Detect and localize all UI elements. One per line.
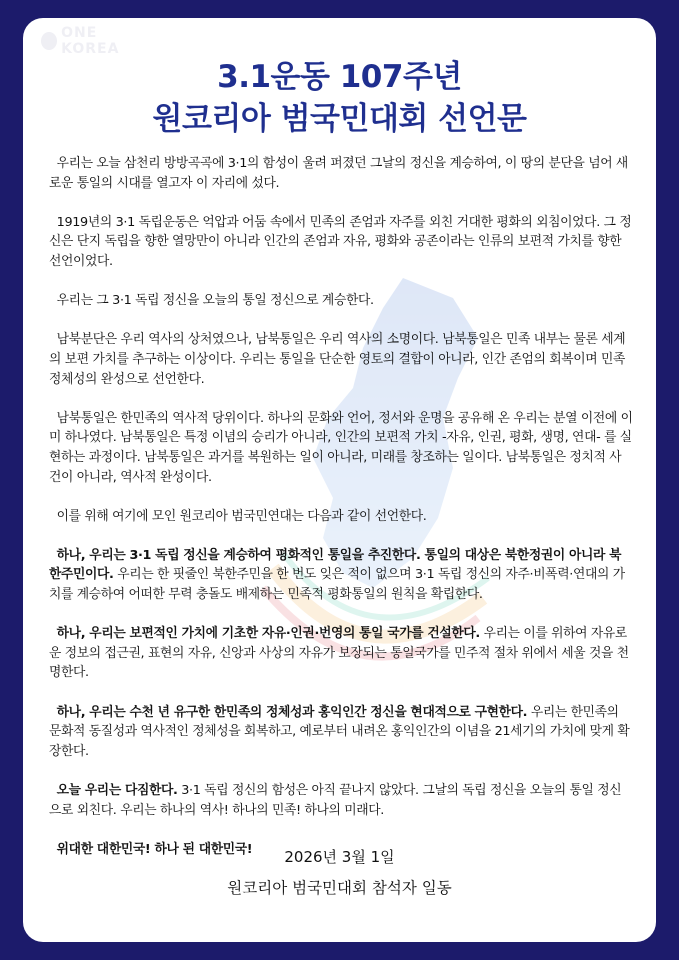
declaration-signer: 원코리아 범국민대회 참석자 일동 — [227, 879, 452, 897]
declaration-title — [23, 56, 656, 140]
title-line-1: 3.1운동 107주년 — [217, 59, 462, 95]
declaration-body — [49, 154, 633, 879]
resolution-paragraph: 하나, 우리는 보편적인 가치에 기초한 자유·인권·번영의 통일 국가를 건설한다. 우리는 이를 위하여 자유로운 정보의 접근권, 표현의 자유, 신앙과 사상의 자유가 보장되는 통일국가를 민주적 절차 위에서 세울 것을 천명한다. — [49, 626, 629, 681]
paragraph: 남북분단은 우리 역사의 상처였으나, 남북통일은 우리 역사의 소명이다. 남북통일은 민족 내부는 물론 세계의 보편 가치를 추구하는 이상이다. 우리는 통일을 단순한 영토의 결합이 아니라, 인간 존엄의 회복이며 민족 정체성의 완성으로 선언한다. — [49, 332, 626, 387]
resolution-paragraph: 하나, 우리는 수천 년 유구한 한민족의 정체성과 홍익인간 정신을 현대적으로 구현한다. 우리는 한민족의 문화적 동질성과 역사적인 정체성을 회복하고, 예로부터 내려온 홍익인간의 이념을 21세기의 가치에 맞게 확장한다. — [49, 704, 630, 759]
declaration-date: 2026년 3월 1일 — [284, 848, 395, 866]
paragraph: 남북통일은 한민족의 역사적 당위이다. 하나의 문화와 언어, 정서와 운명을 공유해 온 우리는 분열 이전에 이미 하나였다. 남북통일은 특정 이념의 승리가 아니라, 인간의 보편적 가치 -자유, 인권, 평화, 생명, 연대- 를 실현하는 과정이다. 남북통일은 과거를 복원하는 일이 아니라, 미래를 창조하는 일이다. 남북통일은 정치적 사건이 아니라, 역사적 완성이다. — [49, 410, 633, 485]
paragraph: 우리는 그 3·1 독립 정신을 오늘의 통일 정신으로 계승한다. — [56, 293, 374, 309]
title-line-2: 원코리아 범국민대회 선언문 — [152, 101, 527, 137]
closing-paragraph: 오늘 우리는 다짐한다. 3·1 독립 정신의 함성은 아직 끝나지 않았다. 그날의 독립 정신을 오늘의 통일 정신으로 외친다. 우리는 하나의 역사! 하나의 민족! 하나의 미래다. — [49, 783, 622, 818]
paragraph: 우리는 오늘 삼천리 방방곡곡에 3·1의 함성이 울려 퍼졌던 그날의 정신을 계승하여, 이 땅의 분단을 넘어 새로운 통일의 시대를 열고자 이 자리에 섰다. — [49, 156, 628, 191]
declaration-sheet — [23, 18, 656, 942]
slogan: 위대한 대한민국! 하나 된 대한민국! — [56, 841, 253, 857]
resolution-paragraph: 하나, 우리는 3·1 독립 정신을 계승하여 평화적인 통일을 추진한다. 통일의 대상은 북한정권이 아니라 북한주민이다. 우리는 한 핏줄인 북한주민을 한 번도 잊은 적이 없으며 3·1 독립 정신의 자주·비폭력·연대의 가치를 계승하여 어떠한 무력 충돌도 배제하는 민족적 평화통일의 원칙을 확립한다. — [49, 547, 625, 603]
one-korea-logo-icon: ONE KOREA — [41, 30, 151, 52]
paragraph: 이를 위해 여기에 모인 원코리아 범국민연대는 다음과 같이 선언한다. — [56, 508, 427, 524]
paragraph: 1919년의 3·1 독립운동은 억압과 어둠 속에서 민족의 존엄과 자주를 외친 거대한 평화의 외침이었다. 그 정신은 단지 독립을 향한 열망만이 아니라 인간의 존엄과 자유, 평화와 공존이라는 인류의 보편적 가치를 향한 선언이었다. — [49, 214, 632, 269]
